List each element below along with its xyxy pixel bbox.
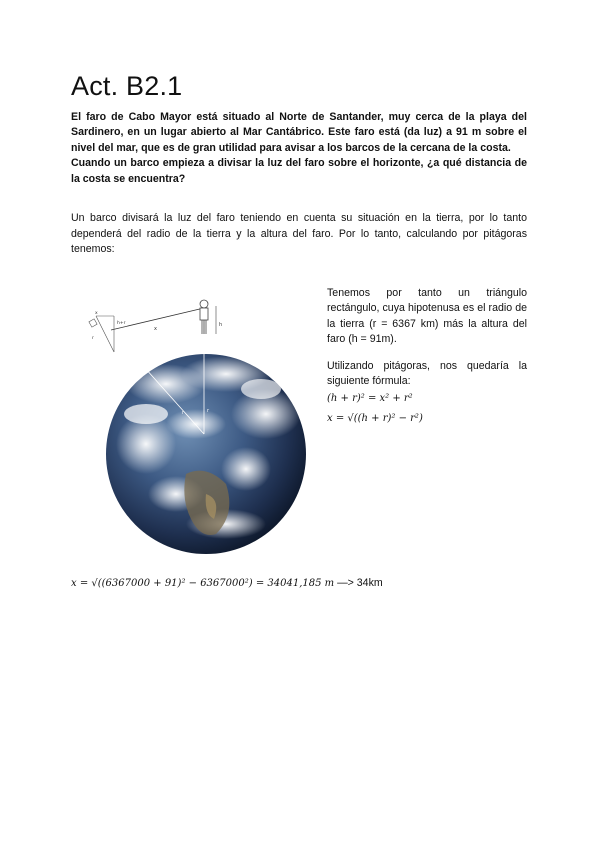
final-calculation: [71, 574, 471, 594]
label-h: h: [219, 322, 223, 328]
final-formula: x = √((6367000 + 91)² − 6367000²) = 34041,185 m: [71, 578, 335, 589]
triangle-description: Tenemos por tanto un triángulo rectángulo, cuya hipotenusa es el radio de la tierra (r = 6367 km) más la altura del faro (h = 91m).: [327, 287, 527, 346]
formula-pythagoras: (h + r)² = x² + r²: [327, 393, 413, 405]
question-text: Cuando un barco empieza a divisar la luz del faro sobre el horizonte, ¿a qué distancia de la costa se encuentra?: [71, 157, 527, 185]
explanation-text: Un barco divisará la luz del faro teniendo en cuenta su situación en la tierra, por lo tanto dependerá del radio de la tierra y la altura del faro. Por lo tanto, calculando por pitágoras tenemos:: [71, 212, 527, 256]
label-small-r: r: [92, 336, 94, 341]
formula-intro: Utilizando pitágoras, nos quedaría la siguiente fórmula:: [327, 359, 527, 388]
earth-lighthouse-figure: [86, 294, 326, 554]
label-x-main: x: [154, 326, 157, 332]
intro-text: El faro de Cabo Mayor está situado al Norte de Santander, muy cerca de la playa del Sardinero, en un lugar abierto al Mar Cantábrico. Este faro está (da luz) a 91 m sobre el nivel del mar, que es de gran utilidad para avisar a los barcos de la cercana de la costa.: [71, 111, 527, 154]
label-r-main: r: [207, 408, 210, 414]
page-title: Act. B2.1: [71, 71, 183, 101]
formula-x: x = √((h + r)² − r²): [327, 413, 423, 425]
final-result: —> 34km: [334, 577, 383, 589]
tangent-line: [111, 308, 204, 330]
right-column: [327, 286, 527, 429]
small-triangle-diagram: [89, 316, 114, 352]
label-small-x: x: [95, 311, 98, 316]
label-small-h-plus-r: h+r: [117, 321, 126, 326]
problem-statement: [71, 110, 527, 187]
label-r-diag: r: [182, 410, 185, 416]
